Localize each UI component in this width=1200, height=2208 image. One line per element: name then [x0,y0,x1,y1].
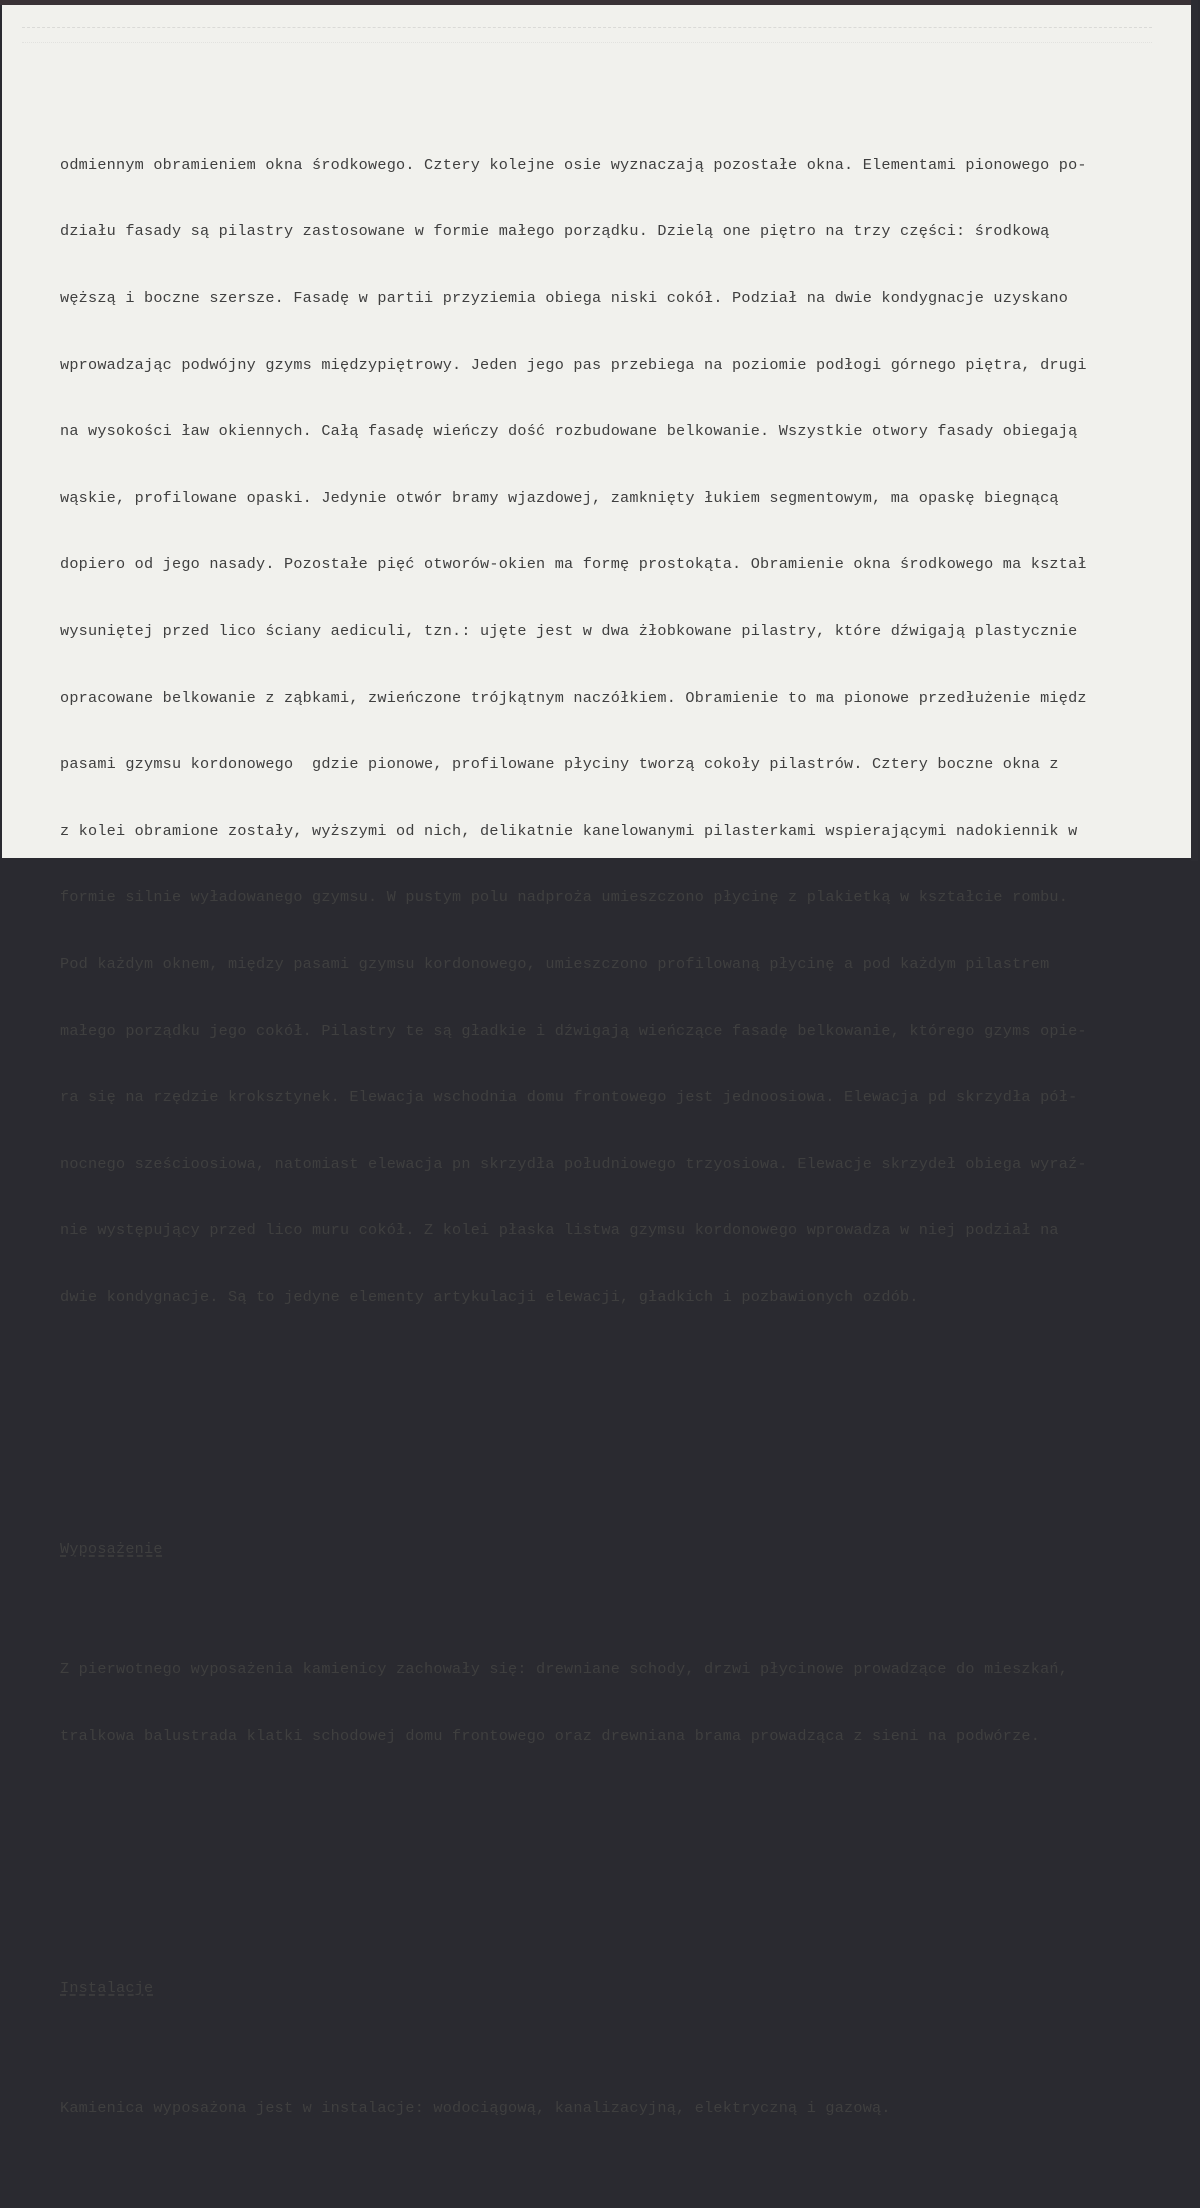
text-line: tralkowa balustrada klatki schodowej domu frontowego oraz drewniana brama prowadząca z sieni na podwórze. [60,1726,1041,1745]
text-line: wąskie, profilowane opaski. Jedynie otwór bramy wjazdowej, zamknięty łukiem segmentowym, ma opaskę biegnącą [60,488,1059,507]
text-line: Kamienica wyposażona jest w instalacje: wodociągową, kanalizacyjną, elektryczną i gazową. [60,2098,891,2117]
text-line: formie silnie wyładowanego gzymsu. W pustym polu nadproża umieszczono płycinę z plakietką w kształcie rombu. [60,888,1069,907]
text-line: odmiennym obramieniem okna środkowego. Cztery kolejne osie wyznaczają pozostałe okna. Elementami pionowego po- [60,155,1087,174]
text-line: nie występujący przed lico muru cokół. Z kolei płaska listwa gzymsu kordonowego wprowadza w niej podział na [60,1221,1059,1240]
document-page [2,5,1191,2117]
text-line: na wysokości ław okiennych. Całą fasadę wieńczy dość rozbudowane belkowanie. Wszystkie otwory fasady obiegają [60,422,1078,441]
text-line: Pod każdym oknem, między pasami gzymsu kordonowego, umieszczono profilowaną płycinę a pod każdym pilastrem [60,954,1050,973]
section-instalacje [60,1933,1200,2164]
text-line: węższą i boczne szersze. Fasadę w partii przyziemia obiega niski cokół. Podział na dwie kondygnacje uzyskano [60,289,1069,307]
faint-ink-residue [22,27,1152,43]
text-line: ra się na rzędzie kroksztynek. Elewacja wschodnia domu frontowego jest jednoosiowa. Elewacja pd skrzydła pół- [60,1088,1078,1107]
text-line: nocnego sześcioosiowa, natomiast elewacja pn skrzydła południowego trzyosiowa. Elewacje skrzydeł obiega wyraź- [60,1154,1087,1173]
text-line: dwie kondygnacje. Są to jedyne elementy artykulacji elewacji, gładkich i pozbawionych ozdób. [60,1287,919,1306]
text-line: Z pierwotnego wyposażenia kamienicy zachowały się: drewniane schody, drzwi płycinowe prowadzące do mieszkań, [60,1660,1069,1679]
text-line: wprowadzając podwójny gzyms międzypiętrowy. Jeden jego pas przebiega na poziomie podłogi górnego piętra, drugi [60,355,1087,374]
text-line: działu fasady są pilastry zastosowane w formie małego porządku. Dzielą one piętro na trzy części: środkową [60,222,1050,241]
section-wyposazenie [60,1494,1200,1792]
text-line: pasami gzymsu kordonowego gdzie pionowe, profilowane płyciny tworzą cokoły pilastrów. Cztery boczne okna z [60,755,1059,774]
text-line: opracowane belkowanie z ząbkami, zwieńczone trójkątnym naczółkiem. Obramienie to ma pionowe przedłużenie międz [60,688,1087,707]
section-heading: Wyposażenie [60,1540,163,1559]
text-line: dopiero od jego nasady. Pozostałe pięć otworów-okien ma formę prostokąta. Obramienie okna środkowego ma kształ [60,555,1087,574]
text-line: małego porządku jego cokół. Pilastry te są gładkie i dźwigają wieńczące fasadę belkowanie, którego gzyms opie- [60,1021,1087,1040]
description-paragraph [60,109,1200,1352]
typewritten-text [60,65,1200,2208]
text-line: z kolei obramione zostały, wyższymi od nich, delikatnie kanelowanymi pilasterkami wspierającymi nadokiennik w [60,821,1078,840]
section-heading: Instalacje [60,1978,154,1997]
text-line: wysuniętej przed lico ściany aediculi, tzn.: ujęte jest w dwa żłobkowane pilastry, które dźwigają plastycznie [60,621,1078,640]
